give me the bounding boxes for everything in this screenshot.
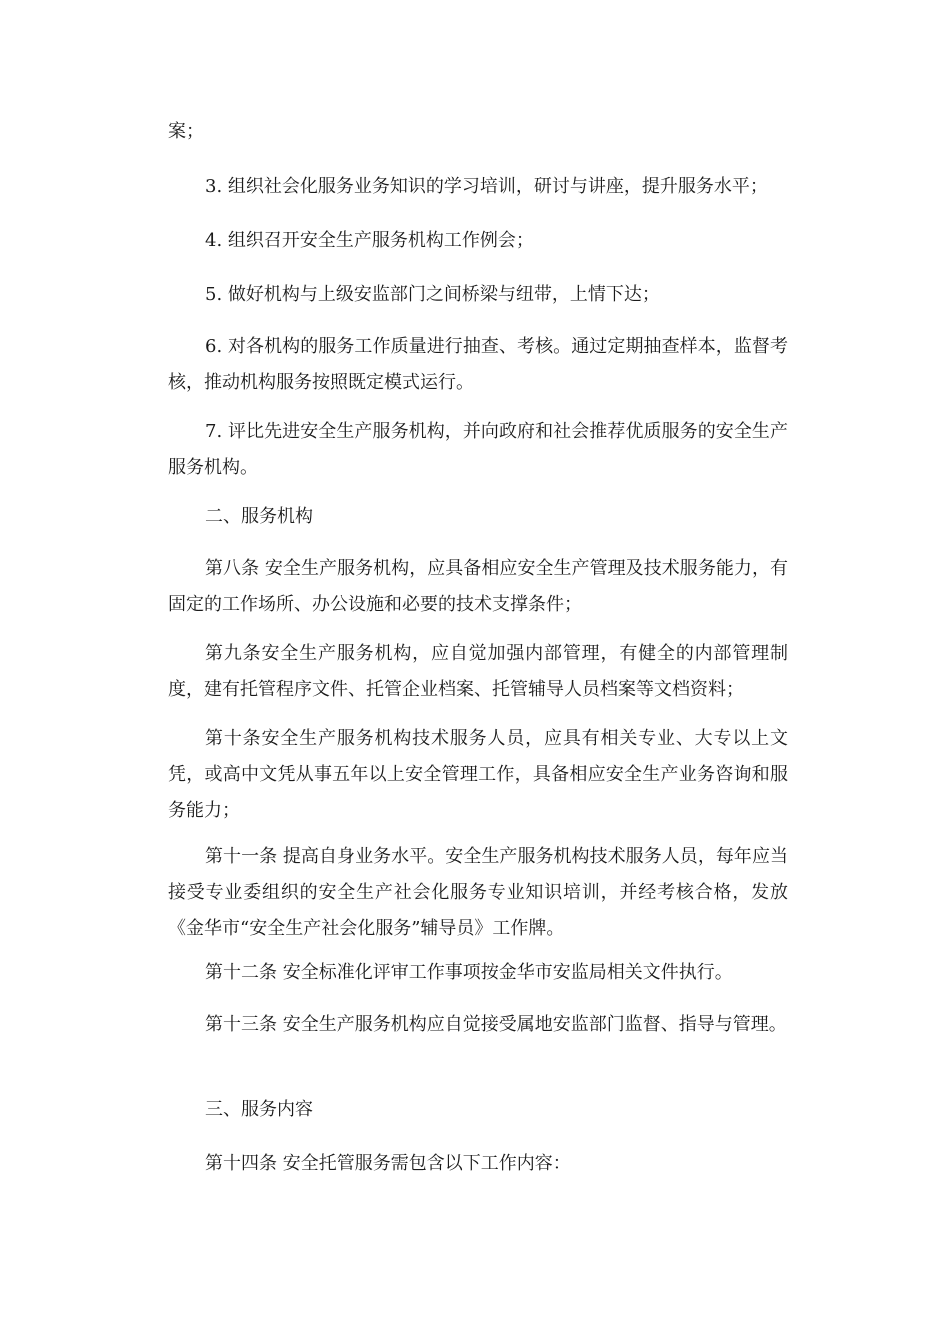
list-item-6: 6. 对各机构的服务工作质量进行抽查、考核。通过定期抽查样本，监督考核，推动机构服务按照既定模式运行。 — [168, 336, 788, 393]
section-heading-2: 二、服务机构 — [205, 506, 313, 527]
section-heading-3: 三、服务内容 — [205, 1099, 313, 1120]
article-12: 第十二条 安全标准化评审工作事项按金华市安监局相关文件执行。 — [205, 962, 733, 983]
article-13: 第十三条 安全生产服务机构应自觉接受属地安监部门监督、指导与管理。 — [205, 1014, 787, 1035]
article-8: 第八条 安全生产服务机构，应具备相应安全生产管理及技术服务能力，有固定的工作场所、办公设施和必要的技术支撑条件； — [168, 558, 788, 615]
article-11: 第十一条 提高自身业务水平。安全生产服务机构技术服务人员，每年应当接受专业委组织的安全生产社会化服务专业知识培训，并经考核合格，发放《金华市“安全生产社会化服务”辅导员》工作牌。 — [168, 846, 788, 939]
list-item-4: 4. 组织召开安全生产服务机构工作例会； — [205, 230, 534, 251]
list-item-3: 3. 组织社会化服务业务知识的学习培训，研讨与讲座，提升服务水平； — [205, 176, 768, 197]
article-14: 第十四条 安全托管服务需包含以下工作内容： — [205, 1153, 571, 1174]
list-item-5: 5. 做好机构与上级安监部门之间桥梁与纽带，上情下达； — [205, 284, 660, 305]
article-10: 第十条安全生产服务机构技术服务人员，应具有相关专业、大专以上文凭，或高中文凭从事五年以上安全管理工作，具备相应安全生产业务咨询和服务能力； — [168, 728, 788, 821]
list-item-7: 7. 评比先进安全生产服务机构，并向政府和社会推荐优质服务的安全生产服务机构。 — [168, 421, 788, 478]
article-9: 第九条安全生产服务机构，应自觉加强内部管理，有健全的内部管理制度，建有托管程序文件、托管企业档案、托管辅导人员档案等文档资料； — [168, 643, 788, 700]
paragraph-continuation: 案； — [168, 121, 204, 142]
